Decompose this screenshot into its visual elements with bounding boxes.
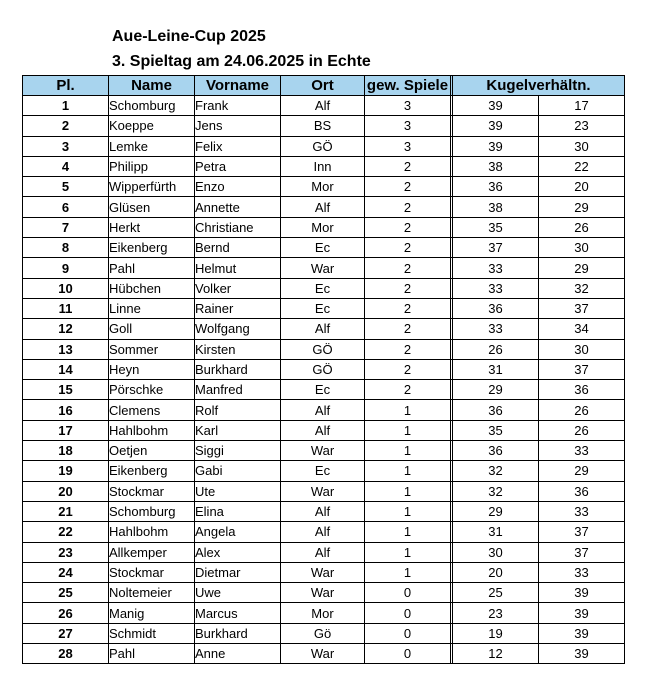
cell-ort: Ec (281, 298, 365, 318)
cell-platz: 17 (23, 420, 109, 440)
cell-name: Schmidt (109, 623, 195, 643)
cell-spiele: 1 (365, 420, 451, 440)
cell-name: Pörschke (109, 380, 195, 400)
cell-ort: War (281, 441, 365, 461)
table-row (23, 481, 625, 501)
results-table (22, 75, 625, 664)
cell-spiele: 1 (365, 441, 451, 461)
cell-kugel-gegen: 32 (539, 278, 625, 298)
cell-platz: 28 (23, 644, 109, 664)
cell-spiele: 2 (365, 298, 451, 318)
cell-ort: Gö (281, 623, 365, 643)
cell-ort: Alf (281, 542, 365, 562)
cell-platz: 5 (23, 177, 109, 197)
cell-kugel-gegen: 37 (539, 542, 625, 562)
cell-ort: Alf (281, 420, 365, 440)
cell-spiele: 3 (365, 116, 451, 136)
cell-kugel-gegen: 39 (539, 623, 625, 643)
cell-kugel-gegen: 37 (539, 359, 625, 379)
cell-name: Hübchen (109, 278, 195, 298)
cell-vorname: Annette (195, 197, 281, 217)
cell-kugel-gegen: 36 (539, 481, 625, 501)
cell-name: Pahl (109, 644, 195, 664)
table-row (23, 258, 625, 278)
cell-kugel-gegen: 37 (539, 522, 625, 542)
cell-kugel-fuer: 38 (453, 197, 539, 217)
cell-kugel-fuer: 39 (453, 116, 539, 136)
cell-name: Herkt (109, 217, 195, 237)
cell-platz: 19 (23, 461, 109, 481)
cell-platz: 4 (23, 156, 109, 176)
cell-vorname: Siggi (195, 441, 281, 461)
cell-name: Oetjen (109, 441, 195, 461)
cell-ort: War (281, 258, 365, 278)
header-spiele: gew. Spiele (365, 76, 451, 96)
cell-platz: 12 (23, 319, 109, 339)
cell-vorname: Elina (195, 501, 281, 521)
table-row (23, 197, 625, 217)
table-row (23, 380, 625, 400)
cell-platz: 21 (23, 501, 109, 521)
cell-kugel-gegen: 20 (539, 177, 625, 197)
table-row (23, 177, 625, 197)
cell-platz: 7 (23, 217, 109, 237)
cell-kugel-fuer: 36 (453, 441, 539, 461)
cell-ort: Alf (281, 96, 365, 116)
cell-spiele: 1 (365, 400, 451, 420)
cell-ort: Ec (281, 461, 365, 481)
table-row (23, 522, 625, 542)
cell-kugel-gegen: 17 (539, 96, 625, 116)
cell-vorname: Anne (195, 644, 281, 664)
table-row (23, 603, 625, 623)
cell-vorname: Karl (195, 420, 281, 440)
cell-name: Eikenberg (109, 461, 195, 481)
table-row (23, 562, 625, 582)
cell-spiele: 0 (365, 583, 451, 603)
cell-ort: Alf (281, 197, 365, 217)
cell-kugel-fuer: 30 (453, 542, 539, 562)
cell-spiele: 1 (365, 461, 451, 481)
cell-platz: 25 (23, 583, 109, 603)
cell-spiele: 3 (365, 96, 451, 116)
cell-name: Noltemeier (109, 583, 195, 603)
cell-platz: 27 (23, 623, 109, 643)
cell-name: Manig (109, 603, 195, 623)
table-row (23, 461, 625, 481)
cell-kugel-gegen: 26 (539, 217, 625, 237)
cell-spiele: 0 (365, 644, 451, 664)
cell-platz: 13 (23, 339, 109, 359)
cell-vorname: Gabi (195, 461, 281, 481)
cell-vorname: Kirsten (195, 339, 281, 359)
header-pl: Pl. (23, 76, 109, 96)
cell-kugel-fuer: 12 (453, 644, 539, 664)
cell-ort: Alf (281, 400, 365, 420)
cell-ort: Ec (281, 380, 365, 400)
cell-spiele: 2 (365, 278, 451, 298)
cell-vorname: Uwe (195, 583, 281, 603)
cell-spiele: 2 (365, 339, 451, 359)
cell-name: Philipp (109, 156, 195, 176)
cell-name: Linne (109, 298, 195, 318)
cell-kugel-gegen: 30 (539, 238, 625, 258)
cell-kugel-fuer: 23 (453, 603, 539, 623)
cell-spiele: 2 (365, 156, 451, 176)
cell-name: Schomburg (109, 501, 195, 521)
cell-platz: 16 (23, 400, 109, 420)
cell-spiele: 1 (365, 522, 451, 542)
cell-name: Schomburg (109, 96, 195, 116)
cell-vorname: Bernd (195, 238, 281, 258)
cell-kugel-gegen: 34 (539, 319, 625, 339)
table-row (23, 583, 625, 603)
cell-platz: 2 (23, 116, 109, 136)
cell-vorname: Dietmar (195, 562, 281, 582)
cell-ort: War (281, 583, 365, 603)
cell-name: Heyn (109, 359, 195, 379)
cell-kugel-fuer: 25 (453, 583, 539, 603)
cell-kugel-fuer: 36 (453, 400, 539, 420)
cell-platz: 15 (23, 380, 109, 400)
cell-vorname: Manfred (195, 380, 281, 400)
cell-kugel-gegen: 23 (539, 116, 625, 136)
cell-name: Koeppe (109, 116, 195, 136)
cell-spiele: 0 (365, 603, 451, 623)
cell-kugel-fuer: 32 (453, 481, 539, 501)
cell-vorname: Rainer (195, 298, 281, 318)
cell-platz: 22 (23, 522, 109, 542)
cell-platz: 1 (23, 96, 109, 116)
table-row (23, 156, 625, 176)
cell-platz: 20 (23, 481, 109, 501)
cell-kugel-gegen: 39 (539, 644, 625, 664)
cell-ort: Alf (281, 522, 365, 542)
cell-ort: Ec (281, 278, 365, 298)
cell-platz: 18 (23, 441, 109, 461)
cell-kugel-fuer: 19 (453, 623, 539, 643)
cell-name: Allkemper (109, 542, 195, 562)
cell-kugel-fuer: 36 (453, 298, 539, 318)
page-title: Aue-Leine-Cup 2025 (112, 28, 266, 45)
cell-spiele: 2 (365, 217, 451, 237)
cell-ort: Alf (281, 501, 365, 521)
cell-vorname: Felix (195, 136, 281, 156)
cell-kugel-fuer: 37 (453, 238, 539, 258)
cell-spiele: 2 (365, 359, 451, 379)
cell-kugel-fuer: 36 (453, 177, 539, 197)
table-header-row (23, 76, 625, 96)
table-row (23, 400, 625, 420)
cell-kugel-fuer: 39 (453, 136, 539, 156)
cell-name: Hahlbohm (109, 522, 195, 542)
cell-spiele: 3 (365, 136, 451, 156)
cell-name: Sommer (109, 339, 195, 359)
cell-kugel-gegen: 30 (539, 136, 625, 156)
cell-ort: War (281, 644, 365, 664)
cell-platz: 24 (23, 562, 109, 582)
cell-kugel-fuer: 33 (453, 278, 539, 298)
cell-kugel-gegen: 26 (539, 400, 625, 420)
cell-kugel-gegen: 26 (539, 420, 625, 440)
cell-vorname: Helmut (195, 258, 281, 278)
cell-ort: Ec (281, 238, 365, 258)
cell-kugel-fuer: 38 (453, 156, 539, 176)
table-row (23, 359, 625, 379)
table-row (23, 441, 625, 461)
cell-ort: War (281, 481, 365, 501)
cell-name: Goll (109, 319, 195, 339)
cell-kugel-fuer: 29 (453, 380, 539, 400)
cell-spiele: 0 (365, 623, 451, 643)
cell-kugel-gegen: 29 (539, 258, 625, 278)
cell-name: Glüsen (109, 197, 195, 217)
table-body (23, 96, 625, 664)
cell-kugel-fuer: 29 (453, 501, 539, 521)
table-row (23, 96, 625, 116)
cell-platz: 9 (23, 258, 109, 278)
cell-platz: 14 (23, 359, 109, 379)
cell-vorname: Wolfgang (195, 319, 281, 339)
cell-ort: Mor (281, 217, 365, 237)
cell-platz: 10 (23, 278, 109, 298)
cell-kugel-gegen: 36 (539, 380, 625, 400)
cell-kugel-fuer: 35 (453, 420, 539, 440)
cell-ort: GÖ (281, 359, 365, 379)
cell-spiele: 1 (365, 481, 451, 501)
cell-ort: BS (281, 116, 365, 136)
cell-name: Eikenberg (109, 238, 195, 258)
cell-vorname: Marcus (195, 603, 281, 623)
cell-kugel-gegen: 33 (539, 562, 625, 582)
cell-ort: GÖ (281, 136, 365, 156)
cell-platz: 26 (23, 603, 109, 623)
cell-vorname: Burkhard (195, 623, 281, 643)
cell-name: Wipperfürth (109, 177, 195, 197)
cell-name: Pahl (109, 258, 195, 278)
cell-vorname: Burkhard (195, 359, 281, 379)
cell-kugel-gegen: 29 (539, 197, 625, 217)
cell-name: Stockmar (109, 562, 195, 582)
cell-kugel-fuer: 31 (453, 522, 539, 542)
cell-platz: 6 (23, 197, 109, 217)
cell-name: Stockmar (109, 481, 195, 501)
cell-kugel-gegen: 30 (539, 339, 625, 359)
cell-kugel-gegen: 33 (539, 441, 625, 461)
cell-ort: Inn (281, 156, 365, 176)
table-row (23, 278, 625, 298)
table-row (23, 501, 625, 521)
cell-name: Lemke (109, 136, 195, 156)
cell-kugel-fuer: 33 (453, 258, 539, 278)
cell-ort: Mor (281, 177, 365, 197)
cell-vorname: Alex (195, 542, 281, 562)
cell-vorname: Rolf (195, 400, 281, 420)
cell-vorname: Angela (195, 522, 281, 542)
cell-kugel-gegen: 39 (539, 603, 625, 623)
cell-kugel-fuer: 39 (453, 96, 539, 116)
cell-spiele: 1 (365, 562, 451, 582)
cell-vorname: Ute (195, 481, 281, 501)
table-row (23, 136, 625, 156)
cell-kugel-fuer: 31 (453, 359, 539, 379)
table-row (23, 339, 625, 359)
cell-platz: 23 (23, 542, 109, 562)
cell-kugel-fuer: 35 (453, 217, 539, 237)
header-name: Name (109, 76, 195, 96)
table-row (23, 644, 625, 664)
cell-ort: Alf (281, 319, 365, 339)
cell-platz: 11 (23, 298, 109, 318)
table-row (23, 238, 625, 258)
cell-name: Hahlbohm (109, 420, 195, 440)
cell-kugel-fuer: 32 (453, 461, 539, 481)
cell-ort: War (281, 562, 365, 582)
header-vorname: Vorname (195, 76, 281, 96)
cell-spiele: 1 (365, 501, 451, 521)
cell-vorname: Petra (195, 156, 281, 176)
cell-platz: 8 (23, 238, 109, 258)
cell-vorname: Christiane (195, 217, 281, 237)
cell-kugel-fuer: 33 (453, 319, 539, 339)
cell-kugel-gegen: 22 (539, 156, 625, 176)
cell-kugel-gegen: 39 (539, 583, 625, 603)
table-row (23, 116, 625, 136)
cell-spiele: 2 (365, 238, 451, 258)
cell-name: Clemens (109, 400, 195, 420)
cell-vorname: Frank (195, 96, 281, 116)
cell-kugel-gegen: 29 (539, 461, 625, 481)
cell-kugel-fuer: 26 (453, 339, 539, 359)
cell-vorname: Jens (195, 116, 281, 136)
cell-spiele: 2 (365, 319, 451, 339)
cell-kugel-fuer: 20 (453, 562, 539, 582)
cell-ort: Mor (281, 603, 365, 623)
cell-kugel-gegen: 37 (539, 298, 625, 318)
cell-spiele: 2 (365, 258, 451, 278)
cell-ort: GÖ (281, 339, 365, 359)
cell-spiele: 2 (365, 197, 451, 217)
cell-spiele: 2 (365, 177, 451, 197)
table-row (23, 623, 625, 643)
header-ort: Ort (281, 76, 365, 96)
page-subtitle: 3. Spieltag am 24.06.2025 in Echte (112, 53, 371, 70)
cell-spiele: 2 (365, 380, 451, 400)
cell-kugel-gegen: 33 (539, 501, 625, 521)
header-kugel: Kugelverhältn. (453, 76, 625, 96)
table-row (23, 420, 625, 440)
cell-vorname: Volker (195, 278, 281, 298)
table-row (23, 542, 625, 562)
cell-vorname: Enzo (195, 177, 281, 197)
table-row (23, 217, 625, 237)
cell-spiele: 1 (365, 542, 451, 562)
table-row (23, 298, 625, 318)
table-row (23, 319, 625, 339)
cell-platz: 3 (23, 136, 109, 156)
